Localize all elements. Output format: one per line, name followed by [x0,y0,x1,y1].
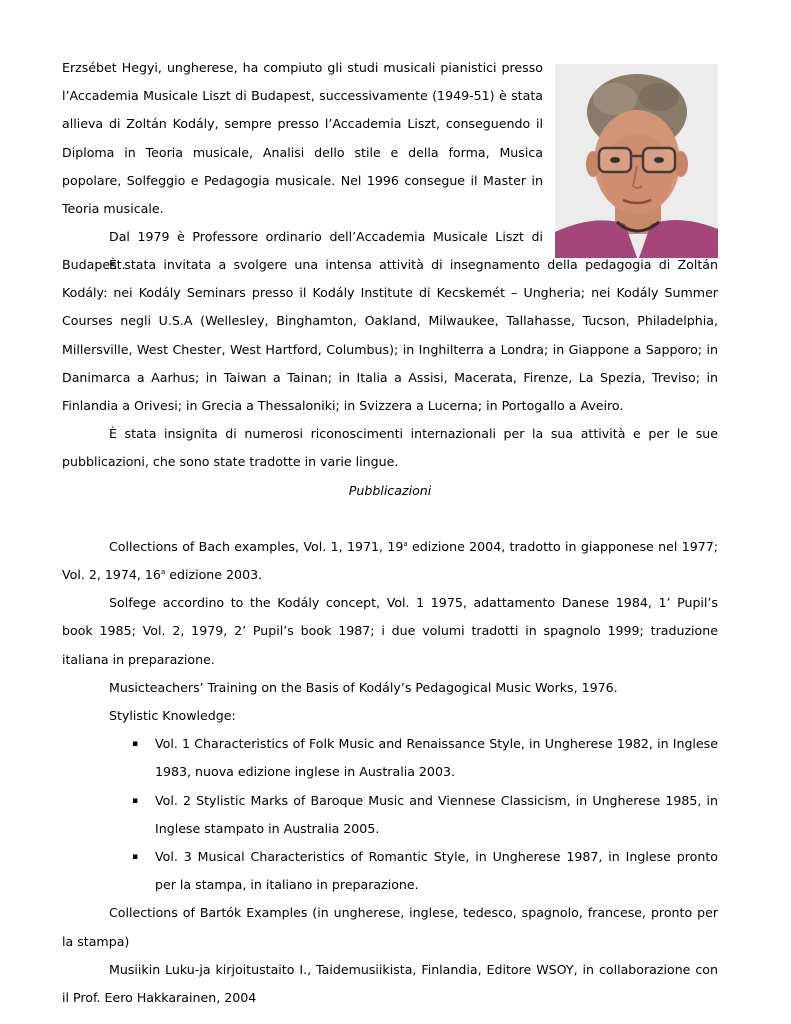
publication-text: Collections of Bach examples, Vol. 1, 1971, 19 [109,538,404,554]
bullet-icon: ▪ [132,739,139,750]
publication-item: Solfege accordino to the Kodály concept, Vol. 1 1975, adattamento Danese 1984, 1’ Pupil’s book 1985; Vol. 2, 1979, 2’ Pupil’s book 1987; i due volumi tradotti in spagnolo 1999; traduzione italiana in preparazione. [62,595,718,667]
publication-text: edizione 2004, tradotto in giapponese nel 1977; Vol. 2, 1974, 16 [62,538,718,583]
main-text [62,251,718,1012]
bio-paragraph-2: Dal 1979 è Professore ordinario dell’Accademia Musicale Liszt di Budapest. [62,229,543,273]
intro-section [62,54,543,280]
bio-paragraph-3: È stata invitata a svolgere una intensa attività di insegnamento della pedagogia di Zoltán Kodály: nei Kodály Seminars presso il Kodály Institute di Kecskemét – Ungheria; nei Kodály Summer Courses negli U.S.A (Wellesley, Binghamton, Oakland, Milwaukee, Tallahasse, Tucson, Philadelphia, Millersville, West Chester, West Hartford, Columbus); in Inghilterra a Londra; in Giappone a Sapporo; in Danimarca a Aarhus; in Taiwan a Tainan; in Italia a Assisi, Macerata, Firenze, La Spezia, Treviso; in Finlandia a Orivesi; in Grecia a Thessaloniki; in Svizzera a Lucerna; in Portogallo a Aveiro. [62,257,718,414]
ordinal-marker: a [160,567,166,576]
bullet-icon: ▪ [132,795,139,806]
publication-item: Musiikin Luku-ja kirjoitustaito I., Taidemusiikista, Finlandia, Editore WSOY, in collaborazione con il Prof. Eero Hakkarainen, 2004 [62,961,718,1006]
list-item-text: Vol. 3 Musical Characteristics of Romantic Style, in Ungherese 1987, in Inglese pronto per la stampa, in italiano in preparazione. [155,849,718,893]
list-item [62,787,718,843]
publications-heading: Pubblicazioni [348,482,432,498]
section-spacer [62,505,718,533]
publication-item: Stylistic Knowledge: [109,708,236,724]
portrait-photo [555,64,718,258]
bio-paragraph-4: È stata insignita di numerosi riconoscimenti internazionali per la sua attività e per le sue pubblicazioni, che sono state tradotte in varie lingue. [62,426,718,470]
publication-item: Musicteachers’ Training on the Basis of Kodály’s Pedagogical Music Works, 1976. [109,679,618,695]
bio-paragraph-1: Erzsébet Hegyi, ungherese, ha compiuto gli studi musicali pianistici presso l’Accademia Musicale Liszt di Budapest, successivamente (1949-51) è stata allieva di Zoltán Kodály, sempre presso l’Accademia Liszt, conseguendo il Diploma in Teoria musicale, Analisi dello stile e della forma, Musica popolare, Solfeggio e Pedagogia musicale. Nel 1996 consegue il Master in Teoria musicale. [62,60,543,217]
publication-item [62,533,718,589]
stylistic-knowledge-list [62,730,718,899]
bullet-icon: ▪ [132,852,139,863]
publication-text: edizione 2003. [165,567,263,583]
list-item [62,730,718,786]
publication-item: Collections of Bartók Examples (in ungherese, inglese, tedesco, spagnolo, francese, pronto per la stampa) [62,905,718,949]
list-item [62,843,718,899]
ordinal-marker: a [403,539,408,548]
list-item-text: Vol. 1 Characteristics of Folk Music and Renaissance Style, in Ungherese 1982, in Inglese 1983, nuova edizione inglese in Australia 2003. [155,736,718,780]
list-item-text: Vol. 2 Stylistic Marks of Baroque Music and Viennese Classicism, in Ungherese 1985, in Inglese stampato in Australia 2005. [155,792,718,836]
